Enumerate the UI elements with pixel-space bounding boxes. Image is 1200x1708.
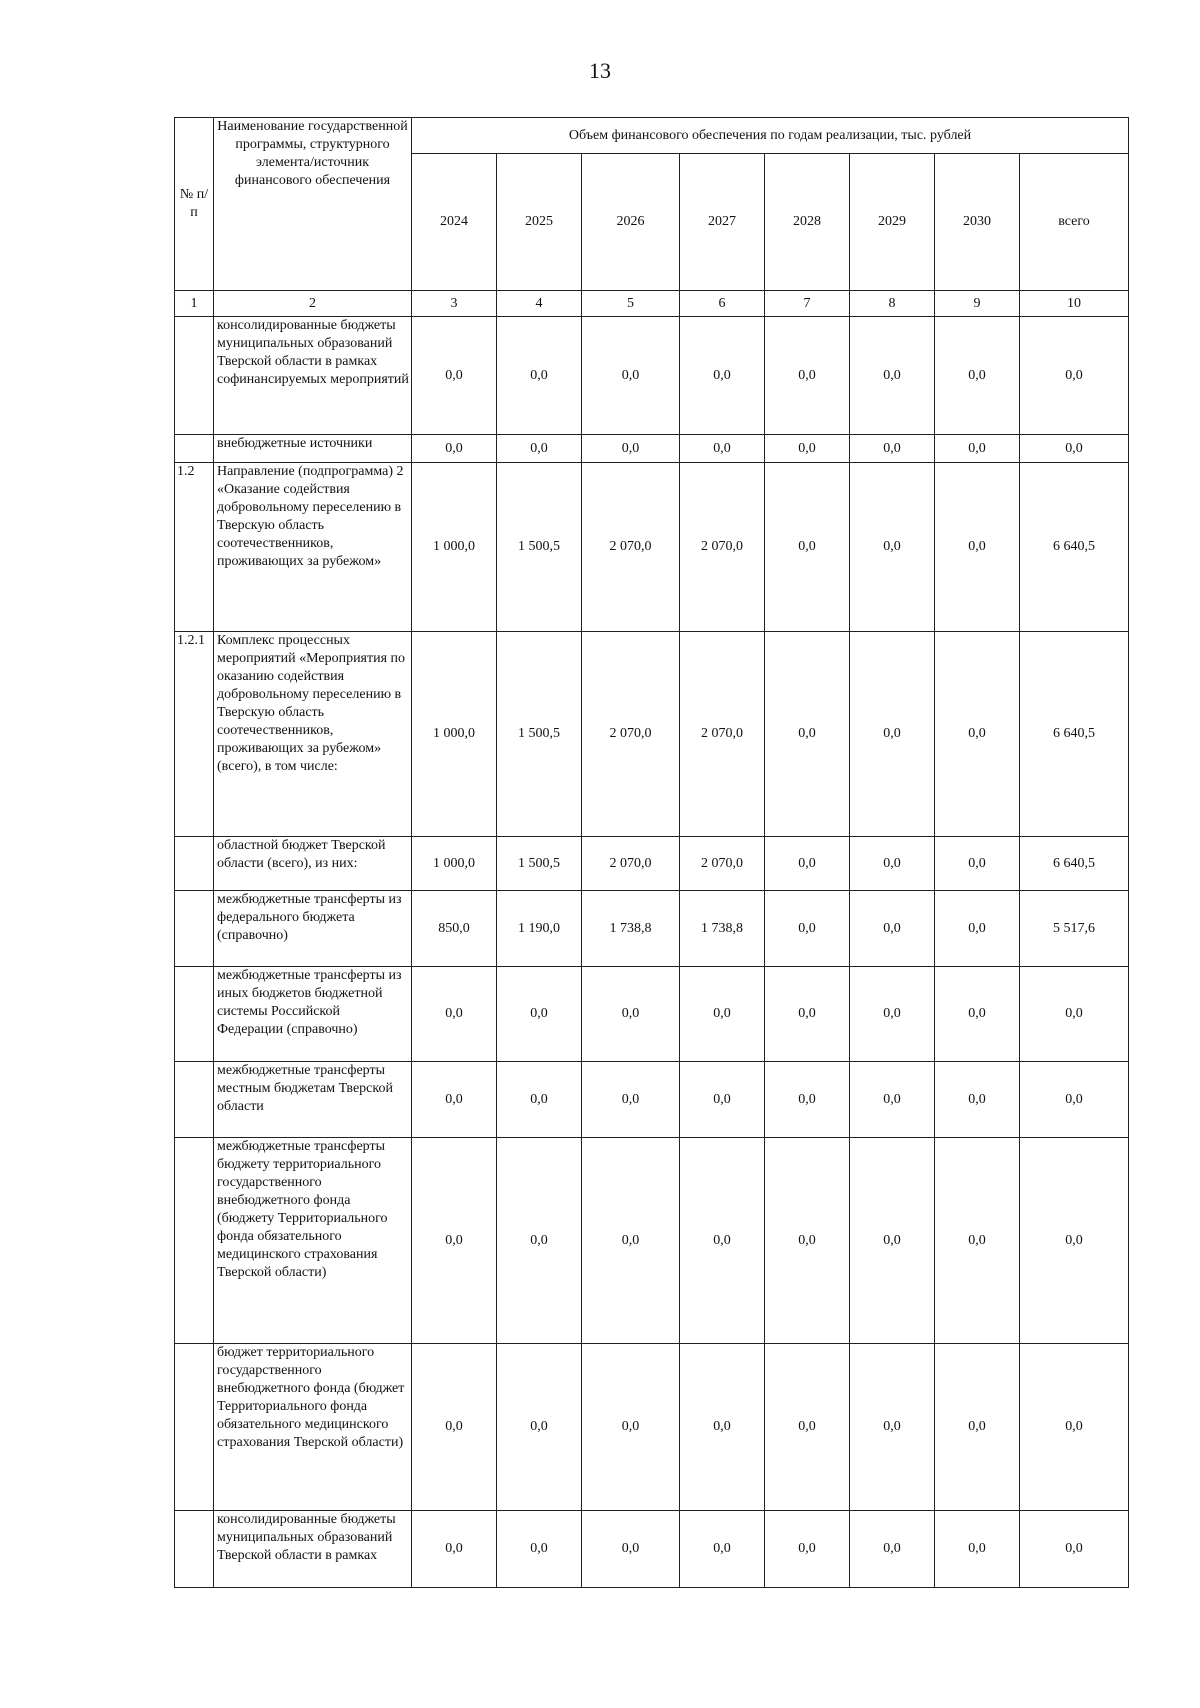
header-year: 2028 (765, 154, 850, 291)
row-name: внебюджетные источники (214, 435, 412, 463)
header-name: Наименование государственной программы, структурного элемента/источник финансового обеспечения (214, 118, 412, 291)
row-value: 1 190,0 (497, 891, 582, 967)
row-value: 2 070,0 (680, 632, 765, 837)
row-value: 0,0 (680, 967, 765, 1062)
table-row (175, 1511, 1129, 1588)
row-value: 0,0 (935, 1138, 1020, 1344)
row-value: 0,0 (935, 1511, 1020, 1588)
row-value: 0,0 (680, 1062, 765, 1138)
row-value: 1 000,0 (412, 837, 497, 891)
row-value: 0,0 (850, 1344, 935, 1511)
row-value: 0,0 (850, 1138, 935, 1344)
row-value: 0,0 (582, 1511, 680, 1588)
row-name: межбюджетные трансферты из федерального бюджета (справочно) (214, 891, 412, 967)
row-number (175, 837, 214, 891)
row-value: 0,0 (765, 632, 850, 837)
row-value: 1 500,5 (497, 463, 582, 632)
row-value: 0,0 (935, 463, 1020, 632)
row-value: 1 738,8 (582, 891, 680, 967)
row-total: 0,0 (1020, 317, 1129, 435)
row-number: 1.2.1 (175, 632, 214, 837)
table-row (175, 435, 1129, 463)
row-total: 0,0 (1020, 967, 1129, 1062)
row-value: 0,0 (412, 317, 497, 435)
row-name: межбюджетные трансферты из иных бюджетов бюджетной системы Российской Федерации (справочно) (214, 967, 412, 1062)
row-total: 0,0 (1020, 435, 1129, 463)
table-body (175, 118, 1129, 1588)
row-value: 1 738,8 (680, 891, 765, 967)
row-value: 0,0 (765, 317, 850, 435)
row-value: 0,0 (765, 891, 850, 967)
row-value: 1 000,0 (412, 632, 497, 837)
row-value: 0,0 (497, 1138, 582, 1344)
row-total: 6 640,5 (1020, 463, 1129, 632)
row-value: 0,0 (850, 1511, 935, 1588)
row-total: 6 640,5 (1020, 632, 1129, 837)
row-value: 0,0 (582, 967, 680, 1062)
row-value: 0,0 (850, 435, 935, 463)
row-value: 0,0 (850, 317, 935, 435)
row-value: 0,0 (412, 1511, 497, 1588)
row-total: 0,0 (1020, 1344, 1129, 1511)
row-value: 0,0 (850, 632, 935, 837)
header-row-top (175, 118, 1129, 154)
row-name: Комплекс процессных мероприятий «Мероприятия по оказанию содействия добровольному переселению в Тверскую область соотечественников, проживающих за рубежом» (всего), в том числе: (214, 632, 412, 837)
index-cell: 5 (582, 291, 680, 317)
row-value: 0,0 (680, 1511, 765, 1588)
table-row (175, 1138, 1129, 1344)
row-value: 0,0 (935, 837, 1020, 891)
row-value: 0,0 (935, 967, 1020, 1062)
row-name: консолидированные бюджеты муниципальных образований Тверской области в рамках софинансируемых мероприятий (214, 317, 412, 435)
table-row (175, 1062, 1129, 1138)
row-value: 0,0 (765, 837, 850, 891)
row-value: 0,0 (582, 1062, 680, 1138)
row-value: 0,0 (765, 1138, 850, 1344)
row-value: 2 070,0 (582, 463, 680, 632)
row-value: 0,0 (680, 317, 765, 435)
header-year: 2024 (412, 154, 497, 291)
row-value: 0,0 (680, 435, 765, 463)
row-value: 0,0 (850, 837, 935, 891)
row-value: 0,0 (497, 1511, 582, 1588)
header-year: 2027 (680, 154, 765, 291)
row-name: областной бюджет Тверской области (всего), из них: (214, 837, 412, 891)
table-row (175, 1344, 1129, 1511)
row-value: 0,0 (935, 632, 1020, 837)
index-cell: 7 (765, 291, 850, 317)
row-value: 0,0 (765, 1062, 850, 1138)
row-value: 0,0 (935, 891, 1020, 967)
table-row (175, 632, 1129, 837)
table-row (175, 463, 1129, 632)
row-value: 850,0 (412, 891, 497, 967)
row-total: 0,0 (1020, 1062, 1129, 1138)
row-total: 5 517,6 (1020, 891, 1129, 967)
row-value: 0,0 (582, 435, 680, 463)
row-value: 2 070,0 (582, 632, 680, 837)
row-value: 1 000,0 (412, 463, 497, 632)
row-value: 0,0 (412, 1344, 497, 1511)
row-value: 0,0 (412, 1138, 497, 1344)
header-num: № п/п (175, 118, 214, 291)
row-value: 0,0 (850, 463, 935, 632)
row-name: консолидированные бюджеты муниципальных образований Тверской области в рамках (214, 1511, 412, 1588)
row-value: 0,0 (497, 967, 582, 1062)
row-value: 0,0 (680, 1138, 765, 1344)
row-total: 0,0 (1020, 1138, 1129, 1344)
row-name: Направление (подпрограмма) 2 «Оказание содействия добровольному переселению в Тверскую область соотечественников, проживающих за рубежом» (214, 463, 412, 632)
row-number (175, 967, 214, 1062)
row-value: 2 070,0 (582, 837, 680, 891)
row-name: межбюджетные трансферты бюджету территориального государственного внебюджетного фонда (бюджету Территориального фонда обязательного медицинского страхования Тверской области) (214, 1138, 412, 1344)
index-cell: 4 (497, 291, 582, 317)
header-year: 2025 (497, 154, 582, 291)
row-name: межбюджетные трансферты местным бюджетам Тверской области (214, 1062, 412, 1138)
row-number (175, 891, 214, 967)
row-value: 0,0 (935, 317, 1020, 435)
header-index-row (175, 291, 1129, 317)
index-cell: 10 (1020, 291, 1129, 317)
row-value: 1 500,5 (497, 837, 582, 891)
row-total: 6 640,5 (1020, 837, 1129, 891)
row-value: 0,0 (680, 1344, 765, 1511)
table-row (175, 891, 1129, 967)
header-group: Объем финансового обеспечения по годам реализации, тыс. рублей (412, 118, 1129, 154)
row-value: 0,0 (497, 1062, 582, 1138)
row-total: 0,0 (1020, 1511, 1129, 1588)
table-row (175, 317, 1129, 435)
row-number (175, 1062, 214, 1138)
row-value: 1 500,5 (497, 632, 582, 837)
header-year: 2026 (582, 154, 680, 291)
row-value: 0,0 (935, 1062, 1020, 1138)
row-value: 0,0 (497, 1344, 582, 1511)
header-year: 2029 (850, 154, 935, 291)
index-cell: 9 (935, 291, 1020, 317)
row-name: бюджет территориального государственного внебюджетного фонда (бюджет Территориального фонда обязательного медицинского страхования Тверской области) (214, 1344, 412, 1511)
table-row (175, 967, 1129, 1062)
page-number: 13 (589, 58, 611, 83)
row-value: 0,0 (765, 463, 850, 632)
row-value: 0,0 (765, 1511, 850, 1588)
row-value: 2 070,0 (680, 837, 765, 891)
index-cell: 2 (214, 291, 412, 317)
index-cell: 8 (850, 291, 935, 317)
index-cell: 1 (175, 291, 214, 317)
row-number (175, 317, 214, 435)
row-value: 0,0 (497, 317, 582, 435)
row-value: 0,0 (765, 1344, 850, 1511)
row-value: 0,0 (765, 967, 850, 1062)
row-number (175, 1138, 214, 1344)
row-number (175, 1511, 214, 1588)
row-value: 0,0 (850, 891, 935, 967)
financing-table (174, 117, 1129, 1588)
row-value: 0,0 (412, 435, 497, 463)
row-number (175, 435, 214, 463)
row-value: 0,0 (850, 967, 935, 1062)
header-year: 2030 (935, 154, 1020, 291)
row-value: 0,0 (582, 1138, 680, 1344)
row-number: 1.2 (175, 463, 214, 632)
table-row (175, 837, 1129, 891)
row-number (175, 1344, 214, 1511)
index-cell: 3 (412, 291, 497, 317)
row-value: 0,0 (582, 1344, 680, 1511)
row-value: 0,0 (935, 1344, 1020, 1511)
row-value: 0,0 (850, 1062, 935, 1138)
row-value: 0,0 (935, 435, 1020, 463)
row-value: 0,0 (582, 317, 680, 435)
row-value: 0,0 (412, 967, 497, 1062)
row-value: 0,0 (412, 1062, 497, 1138)
row-value: 0,0 (765, 435, 850, 463)
row-value: 0,0 (497, 435, 582, 463)
header-total: всего (1020, 154, 1129, 291)
row-value: 2 070,0 (680, 463, 765, 632)
index-cell: 6 (680, 291, 765, 317)
